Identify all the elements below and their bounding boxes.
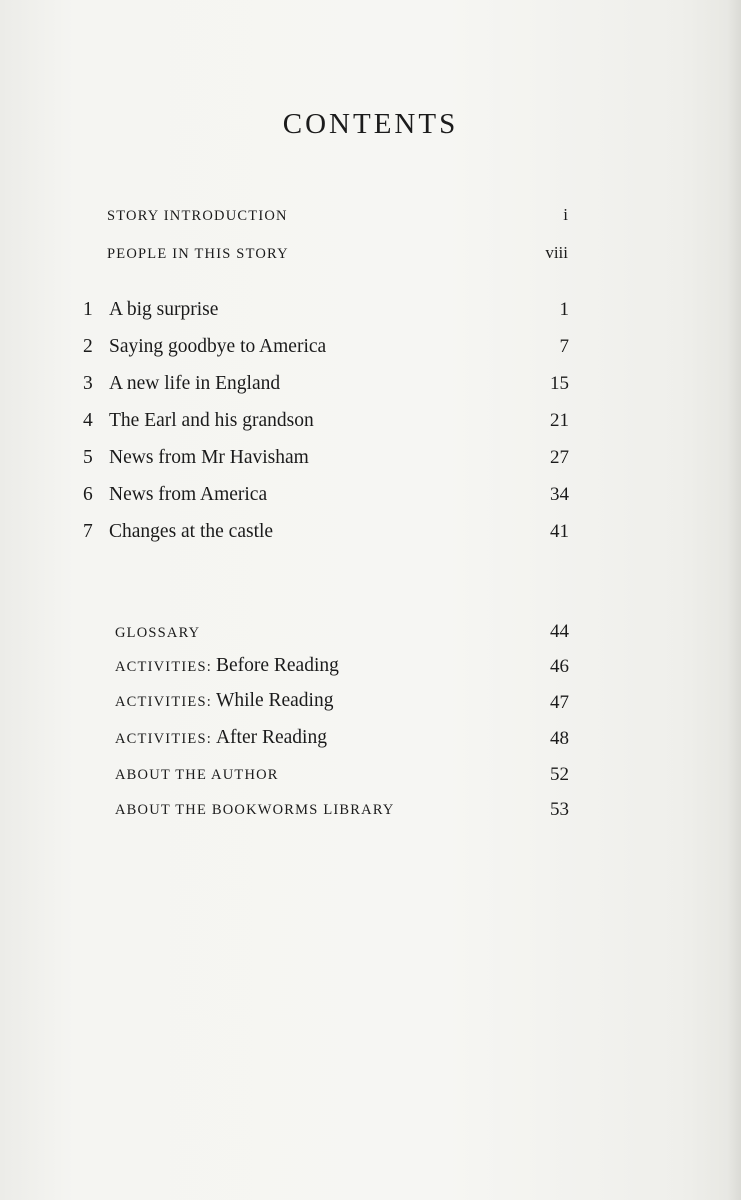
contents-title: CONTENTS (282, 108, 459, 140)
chapter-title: Saying goodbye to America (109, 336, 327, 357)
toc-chapter-3 (83, 373, 280, 395)
chapter-number: 4 (83, 410, 93, 431)
chapter-number: 1 (83, 299, 93, 320)
toc-page-story-introduction: i (563, 205, 568, 224)
toc-page-activities-while: 47 (550, 692, 569, 713)
toc-page-chapter-7: 41 (550, 521, 569, 542)
toc-page-activities-after: 48 (550, 728, 569, 749)
toc-page-about-the-author: 52 (550, 764, 569, 785)
toc-entry-activities-after (115, 727, 327, 749)
chapter-title: The Earl and his grandson (109, 410, 314, 431)
chapter-number: 2 (83, 336, 93, 357)
toc-chapter-4 (83, 410, 314, 432)
toc-entry-about-the-bookworms-library: ABOUT THE BOOKWORMS LIBRARY (115, 802, 395, 818)
chapter-title: A big surprise (109, 299, 219, 320)
chapter-title: News from Mr Havisham (109, 447, 309, 468)
toc-chapter-7 (83, 521, 273, 543)
toc-page-chapter-6: 34 (550, 484, 569, 505)
toc-page-chapter-4: 21 (550, 410, 569, 431)
chapter-title: Changes at the castle (109, 521, 274, 542)
toc-page-about-the-bookworms-library: 53 (550, 799, 569, 820)
activities-title: After Reading (215, 727, 327, 748)
toc-entry-about-the-author: ABOUT THE AUTHOR (115, 767, 279, 783)
toc-entry-story-introduction: STORY INTRODUCTION (107, 208, 288, 224)
toc-page-chapter-3: 15 (550, 373, 569, 394)
toc-page-chapter-1: 1 (559, 299, 569, 320)
toc-chapter-1 (83, 299, 218, 321)
activities-prefix: ACTIVITIES: (115, 659, 212, 675)
chapter-number: 5 (83, 447, 93, 468)
toc-chapter-2 (83, 336, 326, 358)
activities-prefix: ACTIVITIES: (115, 694, 212, 710)
toc-page-chapter-2: 7 (559, 336, 569, 357)
toc-entry-glossary: GLOSSARY (115, 625, 201, 641)
page-edge-shadow (727, 0, 741, 1200)
toc-entry-people-in-this-story: PEOPLE IN THIS STORY (107, 246, 289, 262)
toc-entry-activities-before (115, 655, 339, 677)
toc-page-activities-before: 46 (550, 656, 569, 677)
toc-page-people-in-this-story: viii (545, 243, 568, 262)
chapter-number: 3 (83, 373, 93, 394)
toc-chapter-6 (83, 484, 267, 506)
toc-entry-activities-while (115, 690, 333, 712)
activities-prefix: ACTIVITIES: (115, 731, 212, 747)
activities-title: Before Reading (215, 655, 339, 676)
chapter-title: News from America (109, 484, 268, 505)
chapter-title: A new life in England (109, 373, 281, 394)
chapter-number: 7 (83, 521, 93, 542)
activities-title: While Reading (215, 690, 334, 711)
chapter-number: 6 (83, 484, 93, 505)
toc-page-glossary: 44 (550, 621, 569, 642)
toc-page-chapter-5: 27 (550, 447, 569, 468)
toc-chapter-5 (83, 447, 309, 469)
